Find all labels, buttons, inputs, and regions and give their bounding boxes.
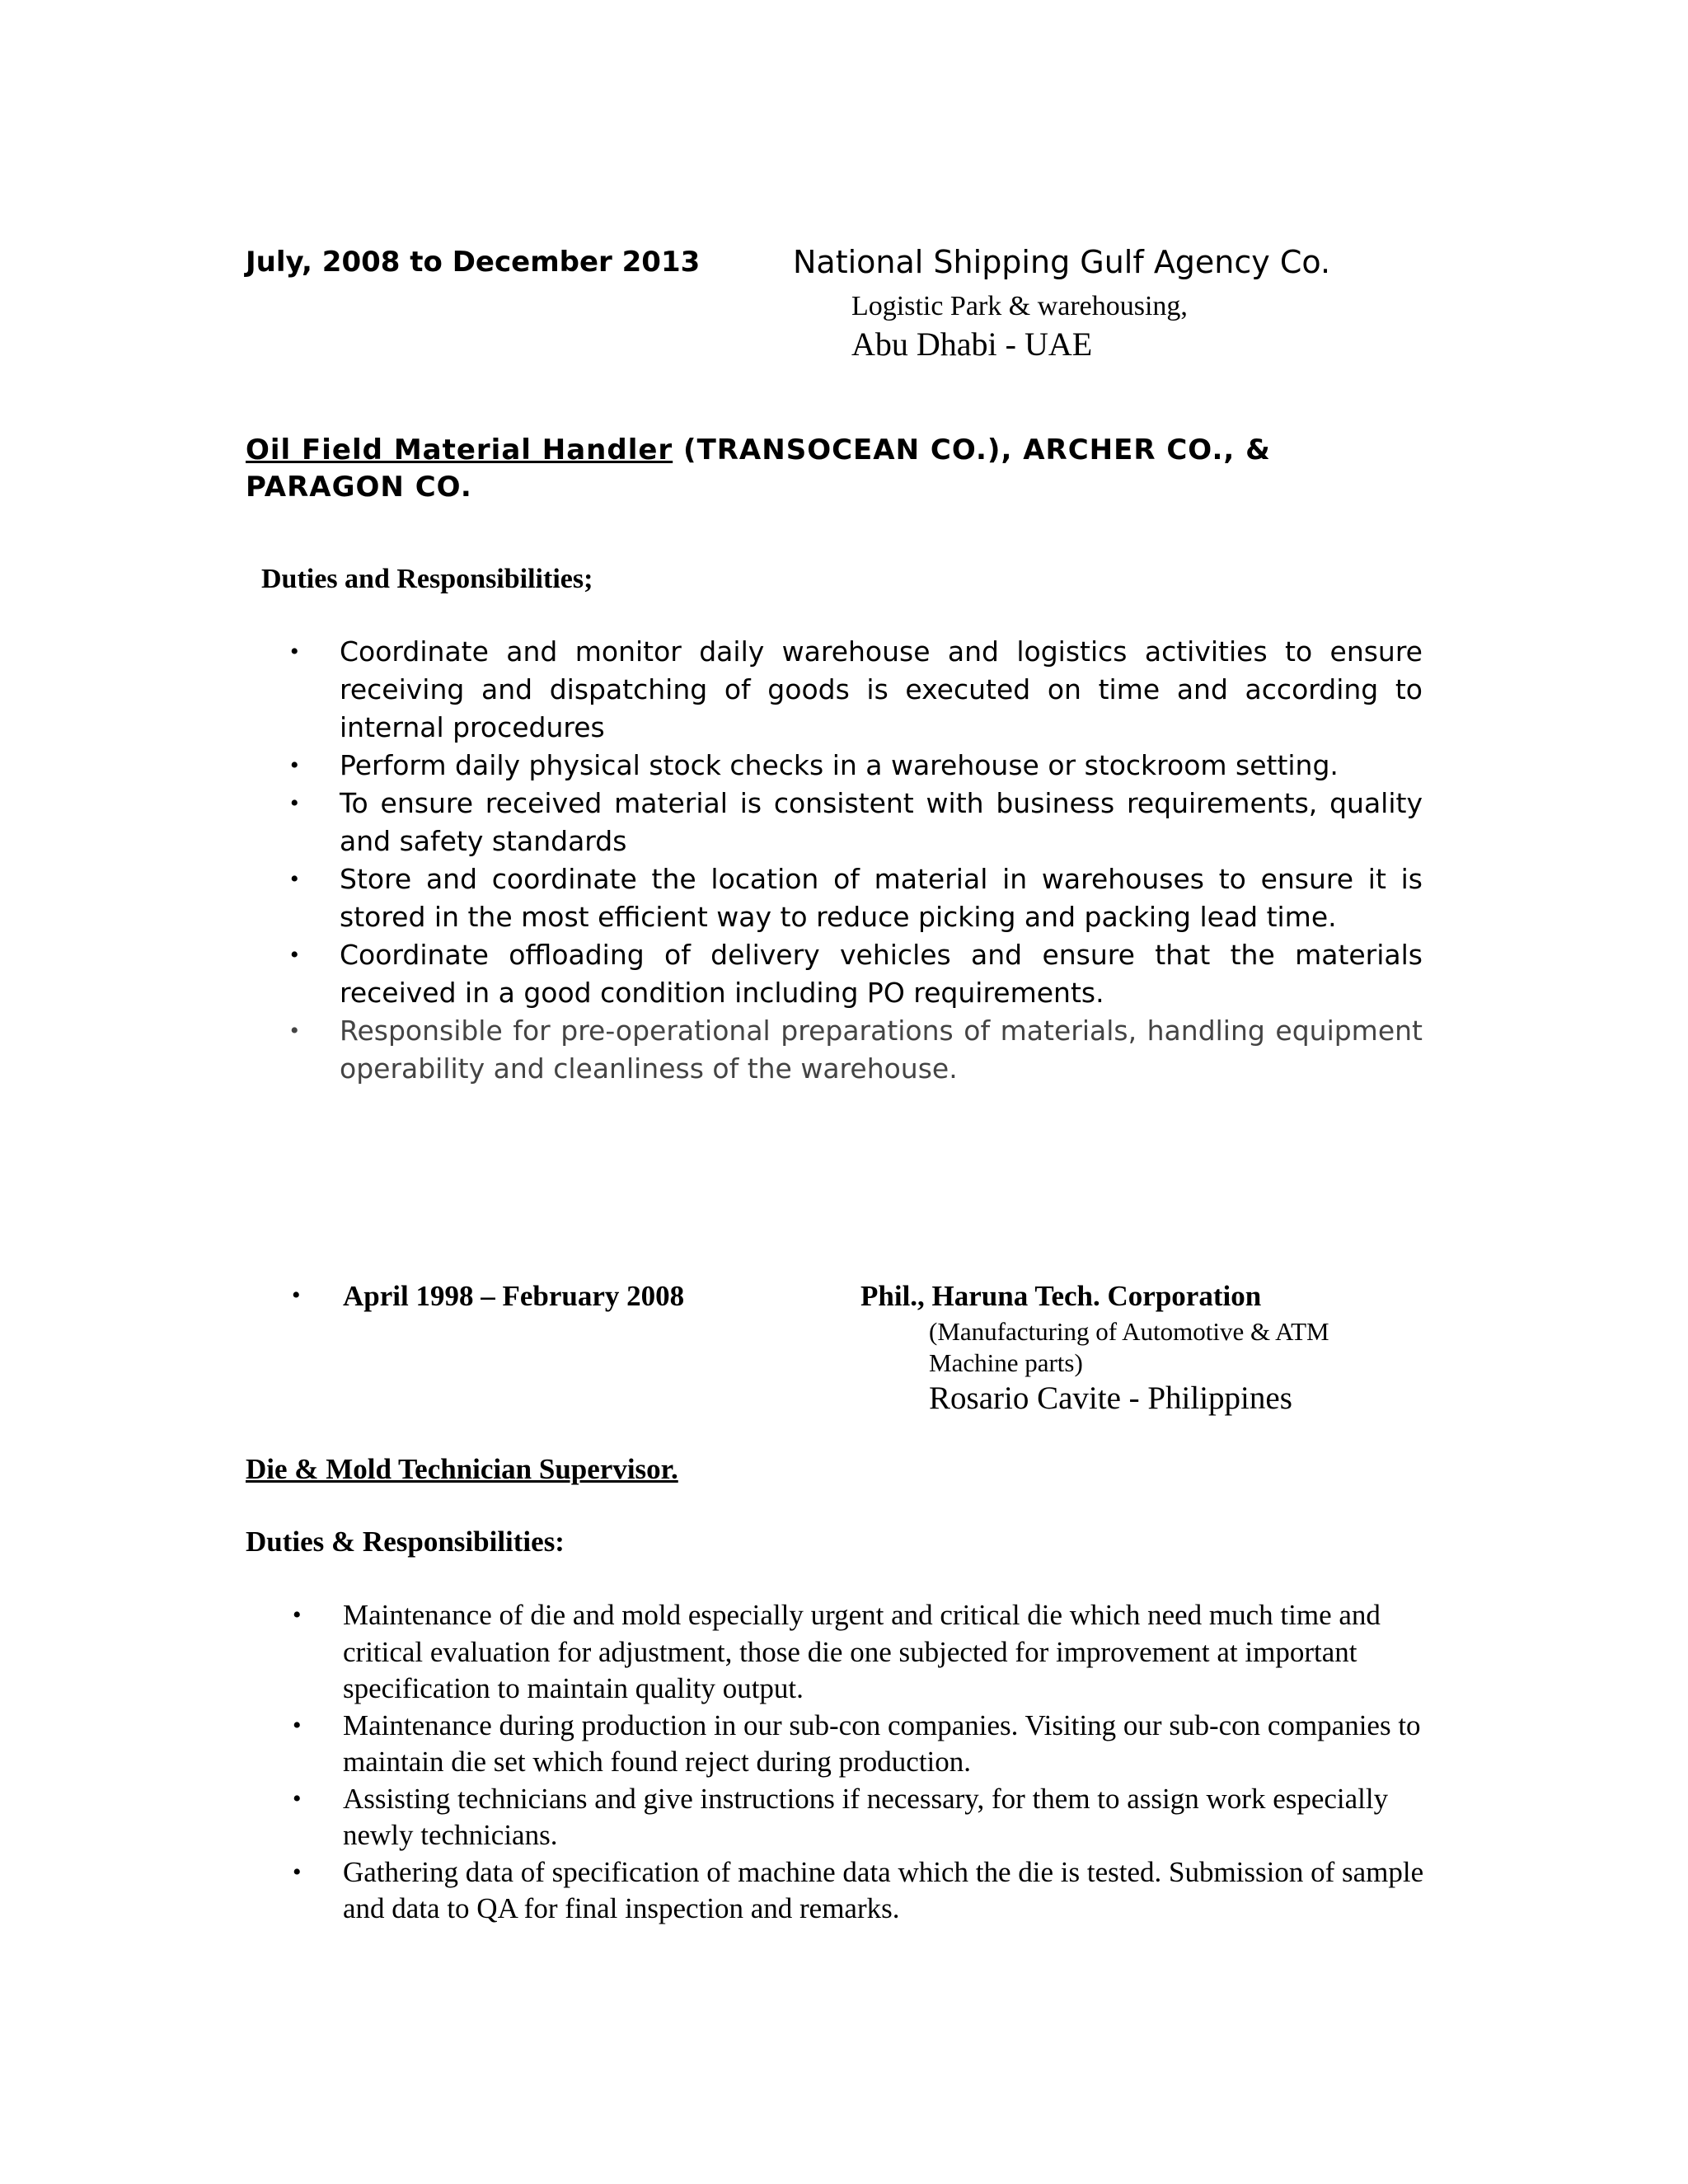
duty-text: Responsible for pre-operational preparations of materials, handling equipment operability and cleanliness of the warehouse. (340, 1015, 1423, 1085)
job-title-1-role: Oil Field Material Handler (246, 434, 673, 466)
duties-list-1 (290, 633, 1423, 1088)
duty-text: Assisting technicians and give instructions if necessary, for them to assign work especially newly technicians. (343, 1782, 1389, 1851)
bullet-icon: • (293, 1711, 302, 1739)
bullet-icon: • (290, 752, 299, 779)
employment-date-range-2: April 1998 – February 2008 (343, 1280, 685, 1312)
bullet-icon: • (290, 941, 299, 968)
duty-item (290, 936, 1423, 1012)
duty-text: Perform daily physical stock checks in a warehouse or stockroom setting. (340, 749, 1339, 781)
duty-item (293, 1708, 1431, 1781)
duty-text: Maintenance during production in our sub-con companies. Visiting our sub-con companies to maintain die set which found reject during production. (343, 1708, 1421, 1778)
duty-item (293, 1854, 1431, 1928)
duty-text: Coordinate and monitor daily warehouse and logistics activities to ensure receiving and dispatching of goods is executed on time and according to internal procedures (340, 635, 1423, 743)
duty-item (290, 633, 1423, 747)
duty-text: To ensure received material is consistent with business requirements, quality and safety standards (340, 787, 1423, 857)
job-title-2: Die & Mold Technician Supervisor. (246, 1453, 678, 1485)
bullet-icon: • (290, 638, 299, 665)
company-subtitle-2-line-2: Machine parts) (929, 1348, 1083, 1377)
bullet-icon: • (292, 1282, 301, 1309)
duty-item (293, 1597, 1431, 1708)
duties-list-2 (293, 1597, 1431, 1928)
duties-heading-2: Duties & Responsibilities: (246, 1526, 565, 1558)
bullet-icon: • (293, 1858, 302, 1886)
company-subtitle-1: Logistic Park & warehousing, (851, 291, 1188, 321)
duty-item (290, 1012, 1423, 1088)
bullet-icon: • (293, 1601, 302, 1629)
bullet-icon: • (290, 1017, 299, 1044)
company-location-1: Abu Dhabi - UAE (851, 326, 1093, 363)
company-name-1: National Shipping Gulf Agency Co. (793, 244, 1331, 280)
bullet-icon: • (293, 1784, 302, 1812)
duty-text: Store and coordinate the location of material in warehouses to ensure it is stored in the most efficient way to reduce picking and packing lead time. (340, 863, 1423, 933)
job-title-1 (246, 432, 1432, 506)
company-subtitle-2-line-1: (Manufacturing of Automotive & ATM (929, 1317, 1329, 1346)
duty-item (290, 785, 1423, 860)
employment-date-range-1: July, 2008 to December 2013 (246, 246, 701, 279)
bullet-icon: • (290, 790, 299, 817)
duty-item (290, 860, 1423, 936)
company-location-2: Rosario Cavite - Philippines (929, 1380, 1292, 1416)
bullet-icon: • (290, 865, 299, 893)
duty-item (293, 1781, 1431, 1854)
duty-text: Coordinate offloading of delivery vehicles and ensure that the materials received in a good condition including PO requirements. (340, 939, 1423, 1009)
duty-text: Gathering data of specification of machine data which the die is tested. Submission of sample and data to QA for final inspection and remarks. (343, 1855, 1424, 1924)
duty-text: Maintenance of die and mold especially urgent and critical die which need much time and critical evaluation for adjustment, those die one subjected for improvement at important specification to maintain quality output. (343, 1599, 1381, 1704)
duty-item (290, 747, 1423, 785)
company-name-2: Phil., Haruna Tech. Corporation (860, 1280, 1262, 1312)
job-title-1-clients: (TRANSOCEAN CO.), ARCHER CO., & PARAGON CO. (246, 434, 1271, 504)
duties-heading-1: Duties and Responsibilities; (261, 564, 593, 594)
